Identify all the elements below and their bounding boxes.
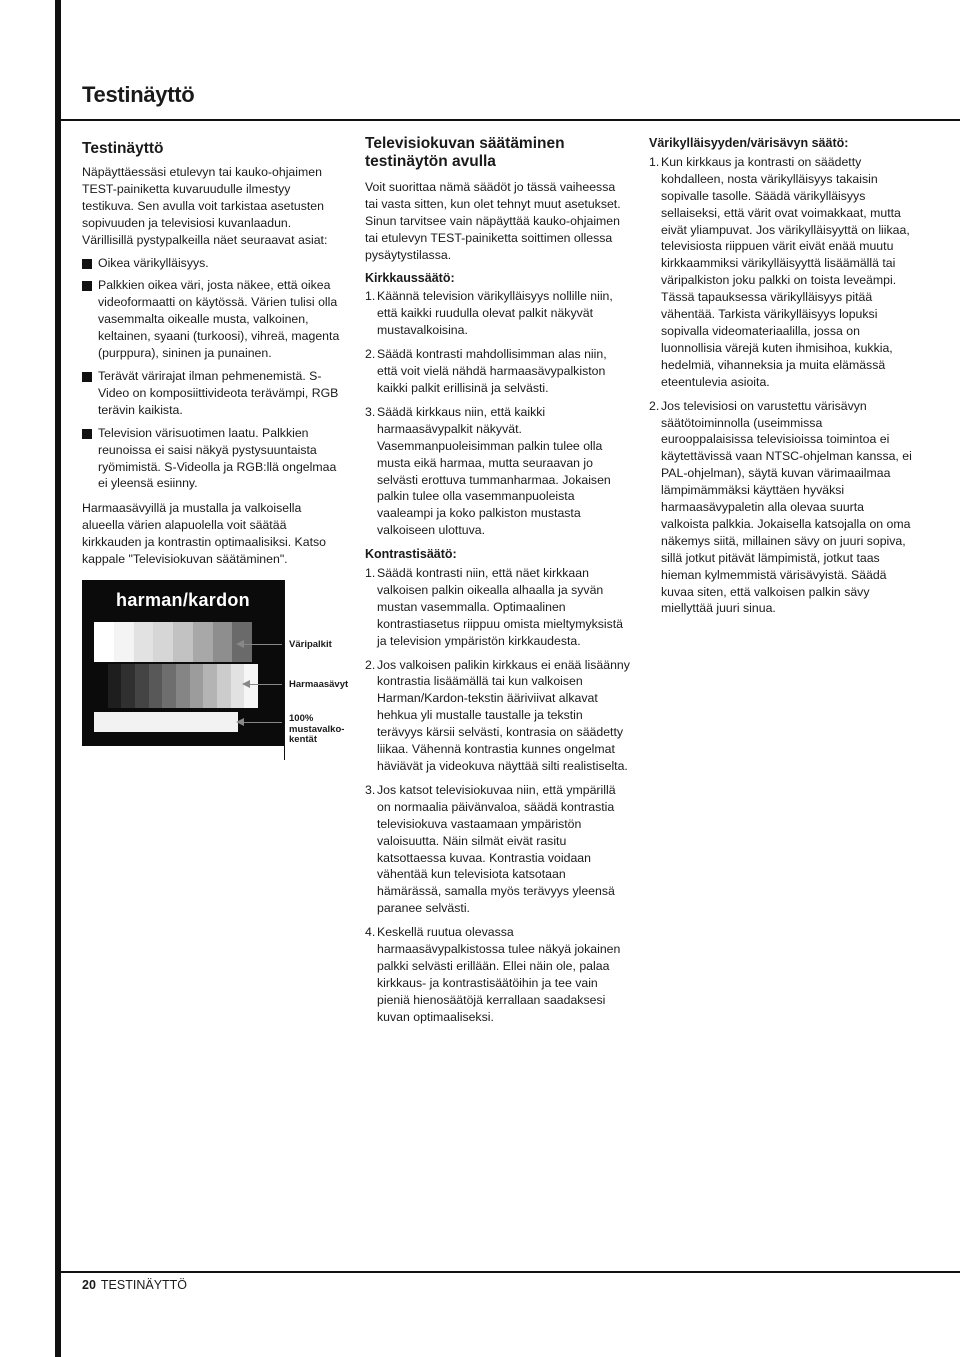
test-pattern-figure	[82, 580, 349, 770]
footer-rule	[55, 1271, 960, 1273]
bullet-square-icon	[82, 372, 92, 382]
list-item: 2. Jos valkoisen palikin kirkkaus ei enää lisäänny kontrastia lisäämällä tai kun valkoisen Harman/Kardon-tekstin ääriviivat alkavat hehkua yli mustalle taustalle ja tekstin terävyys kärsii selvästi, kontrasia on säädetty liikaa. Vähennä kontrastia kunnes ongelmat häviävät ja videokuva näyttää silti realistiselta.	[365, 657, 630, 773]
brightness-steps	[365, 288, 630, 539]
arrow-icon	[236, 718, 244, 726]
page-footer	[82, 1278, 187, 1292]
callout-label: 100% mustavalko-kentät	[289, 713, 345, 745]
bullet-item: Palkkien oikea väri, josta näkee, että oikea videoformaatti on käytössä. Värien tulisi olla vasemmalta oikealle musta, valkoinen, keltainen, syaani (turkoosi), vihreä, magenta (purppura), sininen ja punainen.	[82, 277, 344, 362]
page-title: Testinäyttö	[82, 82, 195, 107]
list-item: 2. Jos televisiosi on varustettu värisävyn säätötoiminnolla (useimmissa eurooppalaisissa televisioissa toimintoa ei käytettävissä vaan NTSC-ohjelman kanssa, ei PAL-ohjelman), säytä kuvan värimaailmaa lämpimämmäksi käyttäen hyväksi harmaasävypaletin alla olevaa suurta valkoista palkkia. Jokaisella katsojalla on oma näkemys siitä, millainen sävy on juuri sopiva, sillä jotkut pitävät lämpimistä, jotkut taas hieman kylmemmistä värisävyistä. Säädä kuvaa siten, että valkoisen palkin sävy miellyttää juuri sinua.	[649, 398, 912, 616]
callout-arrow	[242, 644, 282, 645]
bullet-item: Television värisuotimen laatu. Palkkien reunoissa ei saisi näkyä pystysuuntaista ryömimistä. S-Videolla ja RGB:llä ongelmaa ei yleensä esiinny.	[82, 425, 344, 493]
intro-paragraph: Näpäyttäessäsi etulevyn tai kauko-ohjaimen TEST-painiketta kuvaruudulle ilmestyy testikuva. Sen avulla voit tarkistaa asetusten sopivuuden ja televisiosi kuvanlaadun. Värillisillä pystypalkeilla näet seuraavat asiat:	[82, 165, 328, 247]
color-bars	[94, 622, 272, 662]
column-2	[365, 135, 630, 1033]
column-3	[649, 135, 915, 624]
list-item: 1. Kun kirkkaus ja kontrasti on säädetty kohdalleen, nosta värikylläisyys takaisin sopivalle tasolle. Säädä värikylläisyys sellaiseksi, että värit ovat voimakkaat, mutta eivät yliampuvat. Jos värikylläisyyttä on liikaa, televisiosta riippuen värit eivät enää muutu kirkkaammiksi värikylläisyyttä lisäämällä tai väripalkiston joku palkki on toista leveämpi. Tässä tapauksessa värikylläisyys pitää vähentää. Tarkista värikylläisyys lopuksi sopivalla videomateriaalilla, jossa on luonnollisia värejä kuten ihmisihoa, kukkia, hedelmiä, vihanneksia ja muita elämässä eteentulevia asioita.	[649, 154, 910, 389]
arrow-icon	[242, 680, 250, 688]
subheading-saturation: Värikylläisyyden/värisävyn säätö:	[649, 136, 849, 150]
bullet-square-icon	[82, 429, 92, 439]
callout-rule	[284, 580, 285, 760]
subheading-contrast: Kontrastisäätö:	[365, 547, 457, 562]
gray-scale-bars	[94, 664, 258, 708]
list-item: 1. Käännä television värikylläisyys nollille niin, että kaikki ruudulla olevat palkit näkyvät mustavalkoisina.	[365, 289, 613, 338]
bullet-square-icon	[82, 259, 92, 269]
header-rule	[55, 119, 960, 121]
saturation-steps	[649, 154, 915, 617]
callout-arrow	[242, 722, 282, 723]
subheading-brightness: Kirkkaussäätö:	[365, 270, 455, 285]
list-item: 3. Säädä kirkkaus niin, että kaikki harmaasävypalkit näkyvät. Vasemmanpuoleisimman palkin tulee olla musta eikä harmaa, mutta seuraavan jo selvästi erottuva tummanharmaa. Jokaisen palkin tulee olla vasemmanpuoleista vaaleampi ja koko palkiston mustasta valkoiseen ulottuva.	[365, 404, 611, 538]
brand-logo: harman/kardon	[116, 590, 250, 610]
callout-label: Harmaasävyt	[289, 679, 349, 690]
contrast-steps	[365, 565, 630, 1026]
section-heading: Televisiokuvan säätäminen testinäytön avulla	[365, 135, 565, 170]
callout-label: Väripalkit	[289, 639, 332, 650]
list-item: 2. Säädä kontrasti mahdollisimman alas niin, että voit vielä nähdä harmaasävypalkiston kaikki palkit erillisinä ja selvästi.	[365, 347, 607, 395]
bullet-item: Oikea värikylläisyys.	[82, 255, 344, 272]
bullet-square-icon	[82, 281, 92, 291]
callout-arrow	[248, 684, 282, 685]
arrow-icon	[236, 640, 244, 648]
page-number: 20	[82, 1278, 96, 1292]
section-heading: Testinäyttö	[82, 140, 164, 157]
footer-label: TESTINÄYTTÖ	[100, 1278, 188, 1292]
bullet-item: Terävät värirajat ilman pehmenemistä. S-Video on komposiittivideota terävämpi, RGB terävin kaikista.	[82, 368, 344, 419]
intro-paragraph: Voit suorittaa nämä säädöt jo tässä vaiheessa tai vasta sitten, kun olet tehnyt muut asetukset. Sinun tarvitsee vain näpäyttää kauko-ohjaimen tai etulevyn TEST-painiketta soittimen ollessa pysäytystilassa.	[365, 180, 621, 262]
list-item: 1. Säädä kontrasti niin, että näet kirkkaan valkoisen palkin oikealla alhaalla ja syvän mustan vasemmalla. Optimaalinen kontrastiasetus riippuu omista mieltymyksistä ja television ympäristön kirkkaudesta.	[365, 566, 624, 648]
list-item: 4. Keskellä ruutua olevassa harmaasävypalkistossa tulee näkyä jokainen palkki selvästi erillään. Ellei näin ole, palaa kirkkaus- ja kontrastisäätöihin ja tee vain pieniä hienosäätöjä kerrallaan saadaksesi kuvan optimaaliseksi.	[365, 925, 621, 1024]
column-1	[82, 135, 344, 568]
left-margin-bar	[55, 0, 61, 1357]
white-field	[94, 712, 238, 732]
list-item: 3. Jos katsot televisiokuvaa niin, että ympärillä on normaalia päivänvaloa, säädä kontrastia televisiokuva vastaamaan ympäristön valoisuutta. Näin silmät eivät rasitu katsottaessa kuvaa. Kontrastia voidaan vähentää kun televisiota katsotaan hämärässä, samalla myös terävyys yleensä paranee selvästi.	[365, 782, 616, 916]
outro-paragraph: Harmaasävyillä ja mustalla ja valkoisella alueella värien alapuolella voit säätää kirkkauden ja kontrastin optimaalisiksi. Katso kappale "Televisiokuvan säätäminen".	[82, 501, 326, 567]
